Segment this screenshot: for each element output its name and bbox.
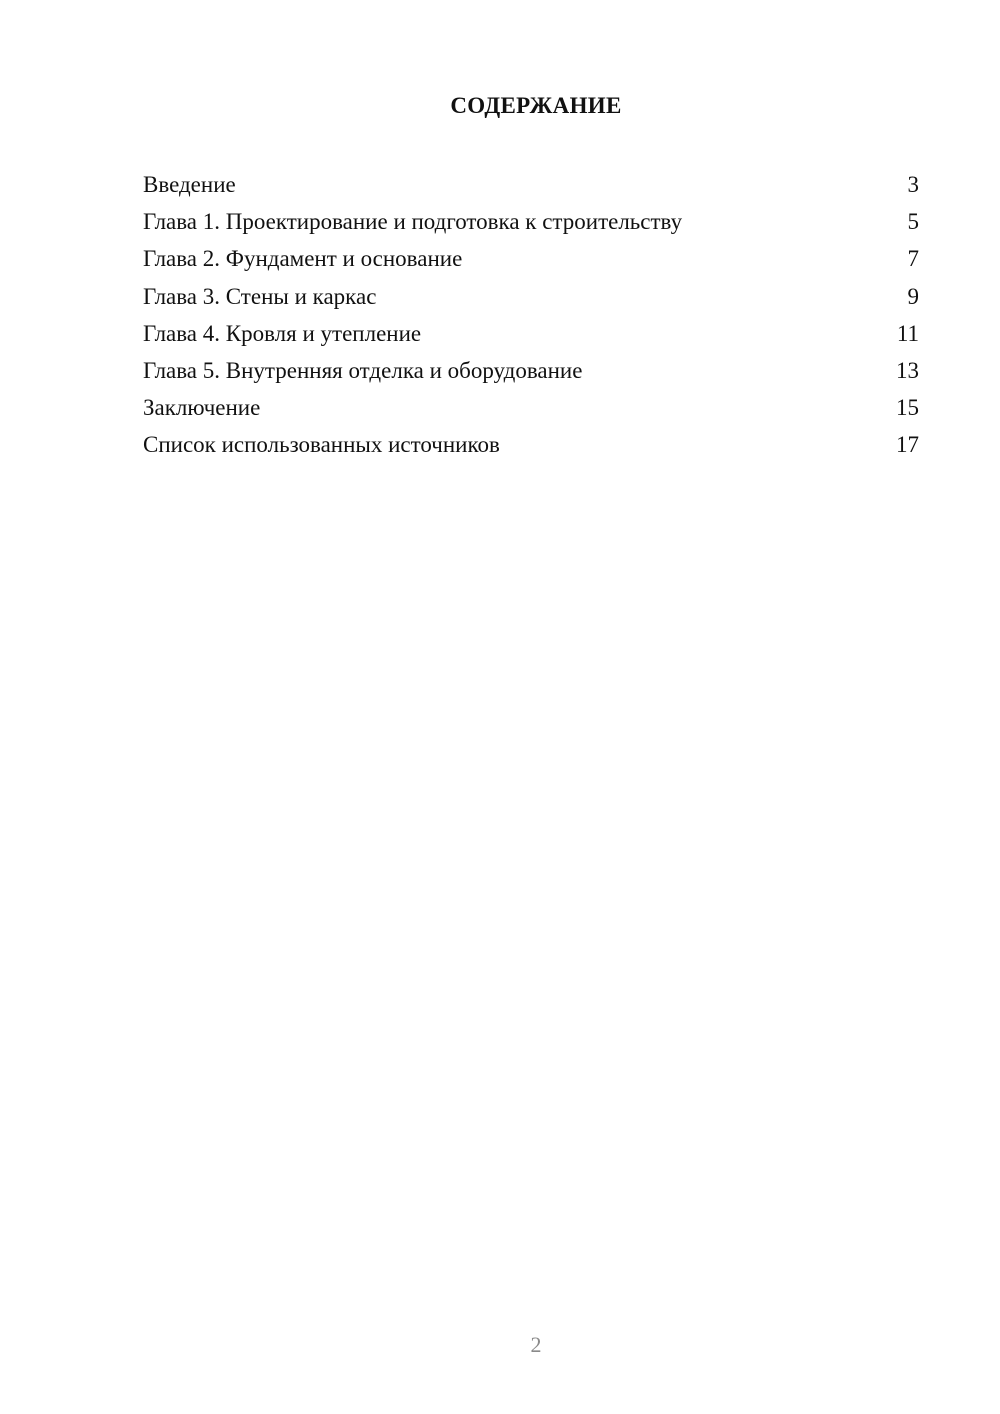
toc-item-label: Глава 1. Проектирование и подготовка к строительству <box>143 209 683 235</box>
toc-item-label: Глава 2. Фундамент и основание <box>143 246 463 272</box>
toc-item-label: Глава 4. Кровля и утепление <box>143 320 422 346</box>
page-title: СОДЕРЖАНИЕ <box>450 93 622 118</box>
toc-item-page: 9 <box>907 283 919 309</box>
toc-item-page: 11 <box>896 320 919 346</box>
table-of-contents <box>143 166 919 464</box>
toc-item-label: Глава 3. Стены и каркас <box>143 283 377 309</box>
toc-item-label: Глава 5. Внутренняя отделка и оборудование <box>143 357 583 383</box>
page-number: 2 <box>530 1332 542 1357</box>
toc-item-page: 7 <box>907 246 919 272</box>
toc-item-label: Введение <box>143 172 236 197</box>
toc-item-page: 15 <box>896 395 919 421</box>
toc-item-references <box>143 426 919 463</box>
toc-item-chapter-2 <box>143 240 919 277</box>
toc-item-label: Заключение <box>143 395 261 421</box>
toc-item-chapter-1 <box>143 203 919 240</box>
toc-item-page: 13 <box>896 357 919 383</box>
toc-item-conclusion <box>143 389 919 426</box>
toc-item-chapter-3 <box>143 278 919 315</box>
toc-item-page: 3 <box>907 172 919 197</box>
toc-item-page: 5 <box>907 209 919 235</box>
toc-item-chapter-4 <box>143 315 919 352</box>
toc-item-introduction <box>143 166 919 203</box>
toc-item-label: Список использованных источников <box>143 432 500 458</box>
toc-item-chapter-5 <box>143 352 919 389</box>
toc-item-page: 17 <box>896 432 919 458</box>
